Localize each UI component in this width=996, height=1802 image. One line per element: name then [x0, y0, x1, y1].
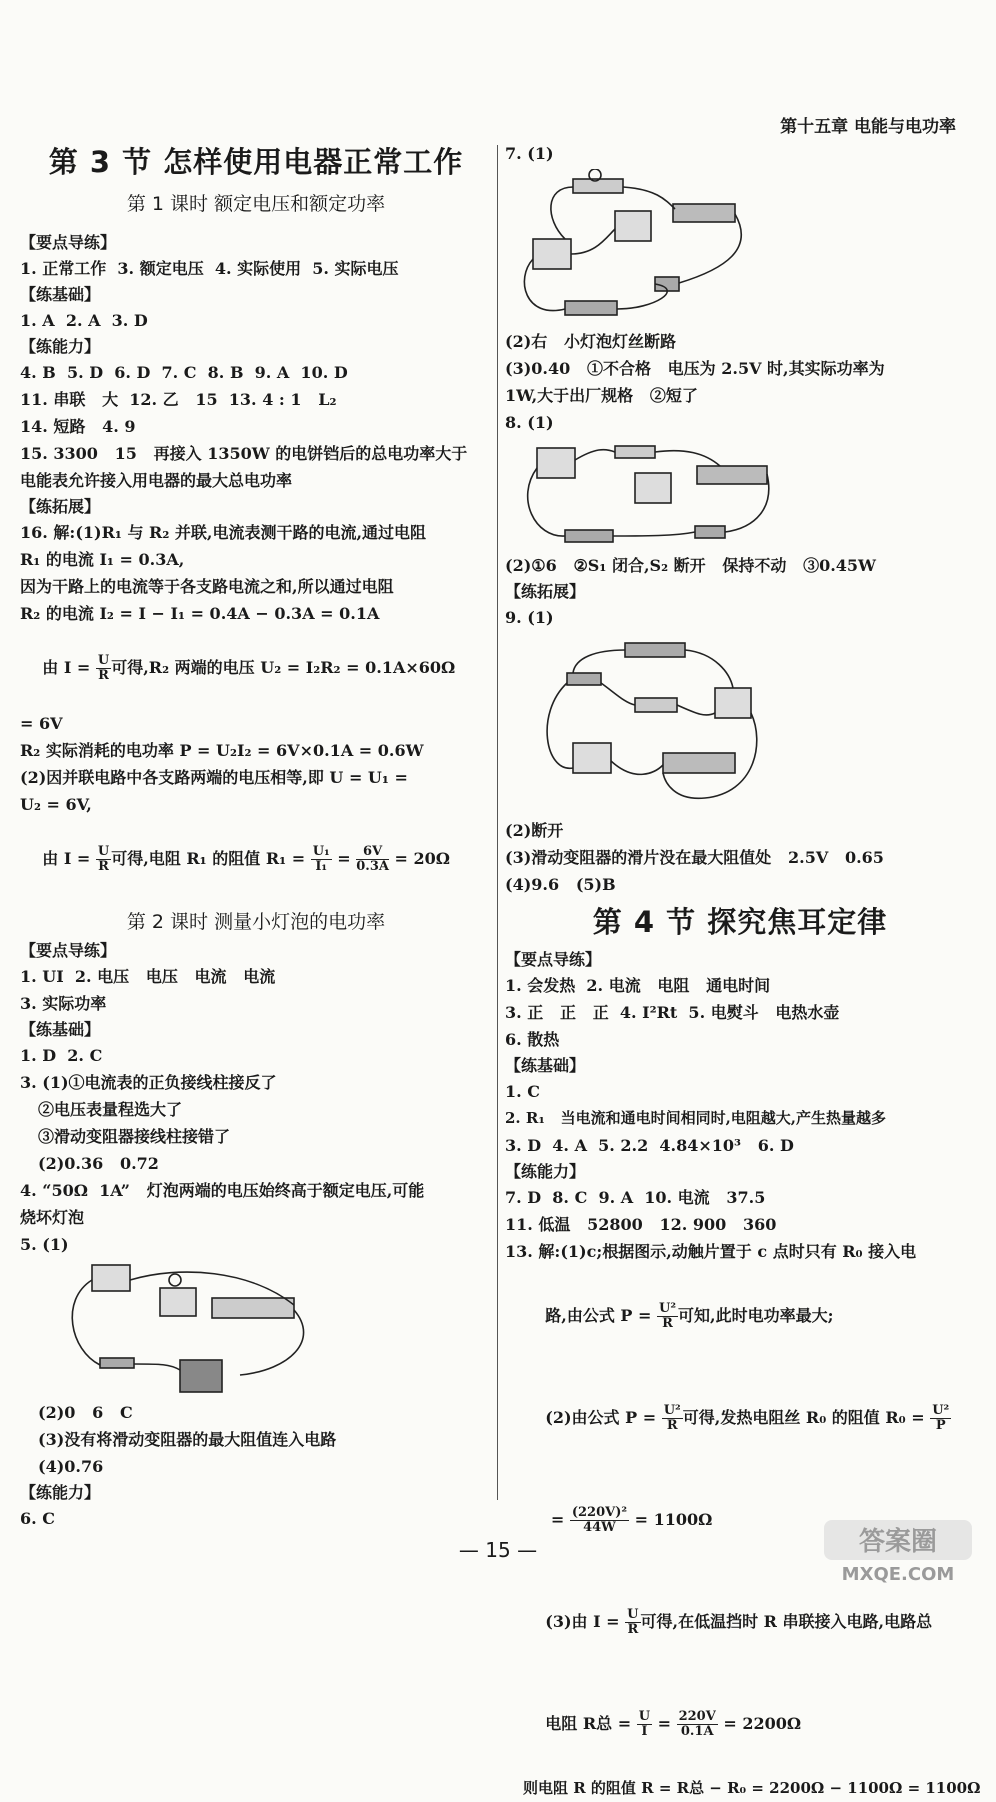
- fraction: [637, 1710, 652, 1739]
- answer-line: (2)0.36 0.72: [38, 1154, 159, 1173]
- answer-line: 3. (1)①电流表的正负接线柱接反了: [20, 1073, 277, 1092]
- svg-text:MXQE.COM: MXQE.COM: [841, 1564, 955, 1585]
- heading: 【要点导练】: [20, 941, 117, 960]
- circuit-diagram-5: [20, 1260, 492, 1395]
- fraction: [625, 1608, 640, 1637]
- formula-line: [505, 1571, 975, 1673]
- answer-line: 2. R₁ 当电流和通电时间相同时,电阻越大,产生热量越多: [505, 1109, 887, 1127]
- text: =: [545, 1510, 570, 1529]
- heading: 【练拓展】: [20, 497, 101, 516]
- fraction: [677, 1710, 718, 1739]
- text: (2)由公式 P =: [545, 1408, 662, 1427]
- answer-line: 15. 3300 15 再接入 1350W 的电饼铛后的总电功率大于: [20, 444, 468, 463]
- answer-line: 1. A 2. A 3. D: [20, 311, 148, 330]
- answer-line: 13. 解:(1)c;根据图示,动触片置于 c 点时只有 R₀ 接入电: [505, 1242, 917, 1261]
- numerator: U²: [932, 1403, 950, 1418]
- denominator: 0.3A: [356, 859, 389, 874]
- heading: 【练基础】: [505, 1056, 586, 1075]
- answer-line: (2)0 6 C: [38, 1403, 133, 1422]
- answer-line: (3)没有将滑动变阻器的最大阻值连入电路: [38, 1430, 337, 1449]
- fraction: [356, 845, 389, 874]
- answer-line: (2)①6 ②S₁ 闭合,S₂ 断开 保持不动 ③0.45W: [505, 556, 877, 575]
- answer-line: 4. “50Ω 1A” 灯泡两端的电压始终高于额定电压,可能: [20, 1181, 425, 1200]
- watermark-logo: [818, 1516, 978, 1586]
- answer-line: 3. 正 正 正 4. I²Rt 5. 电熨斗 电热水壶: [505, 1003, 840, 1022]
- answer-line: 6. 散热: [505, 1030, 560, 1049]
- numerator: U²: [663, 1403, 681, 1418]
- answer-line: 烧坏灯泡: [20, 1208, 85, 1227]
- fraction: [96, 845, 111, 874]
- fraction: [662, 1404, 683, 1433]
- answer-line: 1W,大于出厂规格 ②短了: [505, 386, 698, 405]
- answer-line: R₁ 的电流 I₁ = 0.3A,: [20, 550, 185, 569]
- answer-line: (4)0.76: [38, 1457, 104, 1476]
- answer-line: 电能表允许接入用电器的最大总电功率: [20, 471, 293, 490]
- denominator: 0.1A: [680, 1724, 714, 1739]
- heading: 【要点导练】: [505, 950, 602, 969]
- heading: 【练基础】: [20, 285, 101, 304]
- section-title: 第 3 节 怎样使用电器正常工作: [48, 145, 464, 179]
- text: 由 I =: [42, 849, 96, 868]
- answer-line: 1. D 2. C: [20, 1046, 103, 1065]
- denominator: R: [98, 668, 109, 683]
- answer-line: 14. 短路 4. 9: [20, 417, 136, 436]
- answer-line: (2)右 小灯泡灯丝断路: [505, 332, 676, 351]
- heading: 【要点导练】: [20, 233, 117, 252]
- formula-line: [20, 818, 492, 901]
- fraction: [96, 654, 111, 683]
- section-title: 第 4 节 探究焦耳定律: [592, 905, 888, 939]
- numerator: U²: [659, 1301, 677, 1316]
- lesson-title: 第 2 课时 测量小灯泡的电功率: [126, 911, 386, 933]
- circuit-diagram-9: [505, 633, 975, 813]
- text: =: [652, 1714, 677, 1733]
- denominator: P: [935, 1418, 946, 1433]
- text: =: [331, 849, 357, 868]
- denominator: I₁: [315, 859, 328, 874]
- text: = 2200Ω: [717, 1714, 802, 1733]
- answer-line: 3. 实际功率: [20, 994, 107, 1013]
- text: = 1100Ω: [629, 1510, 713, 1529]
- text: 可得,电阻 R₁ 的阻值 R₁ =: [111, 849, 311, 868]
- answer-line: 9. (1): [505, 608, 554, 627]
- formula-line: [505, 1265, 975, 1367]
- text: 可得,发热电阻丝 R₀ 的阻值 R₀ =: [682, 1408, 931, 1427]
- answer-line: (2)断开: [505, 821, 564, 840]
- answer-line: 6. C: [20, 1509, 56, 1528]
- text: 由 I =: [42, 658, 96, 677]
- answer-line: 则电阻 R 的阻值 R = R总 − R₀ = 2200Ω − 1100Ω = 1100Ω: [523, 1779, 981, 1797]
- numerator: 220V: [678, 1709, 716, 1724]
- answer-line: 3. D 4. A 5. 2.2 4.84×10³ 6. D: [505, 1136, 794, 1155]
- answer-line: U₂ = 6V,: [20, 795, 92, 814]
- answer-line: 4. B 5. D 6. D 7. C 8. B 9. A 10. D: [20, 363, 348, 382]
- text: 可得,R₂ 两端的电压 U₂ = I₂R₂ = 0.1A×60Ω: [111, 658, 456, 677]
- answer-line: 11. 串联 大 12. 乙 15 13. 4 : 1 L₂: [20, 390, 337, 409]
- numerator: U: [97, 653, 110, 668]
- numerator: (220V)²: [571, 1505, 628, 1520]
- numerator: U₁: [312, 844, 330, 859]
- text: 可知,此时电功率最大;: [678, 1306, 834, 1325]
- answer-line: 1. 正常工作 3. 额定电压 4. 实际使用 5. 实际电压: [20, 259, 399, 278]
- answer-line: R₂ 的电流 I₂ = I − I₁ = 0.4A − 0.3A = 0.1A: [20, 604, 380, 623]
- text: = 20Ω: [388, 849, 451, 868]
- text: 电阻 R总 =: [545, 1714, 637, 1733]
- page-number: — 15 —: [458, 1538, 538, 1562]
- circuit-diagram-8: [505, 438, 975, 548]
- denominator: R: [98, 859, 109, 874]
- fraction: [657, 1302, 678, 1331]
- formula-line: [20, 627, 492, 710]
- denominator: I: [641, 1724, 648, 1739]
- numerator: U: [627, 1607, 639, 1622]
- denominator: R: [627, 1622, 639, 1637]
- heading: 【练拓展】: [505, 582, 586, 601]
- answer-line: 1. C: [505, 1082, 541, 1101]
- answer-line: 7. D 8. C 9. A 10. 电流 37.5: [505, 1188, 766, 1207]
- chapter-header: 第十五章 电能与电功率: [780, 117, 956, 137]
- column-divider: [497, 145, 498, 1500]
- answer-line: 8. (1): [505, 413, 554, 432]
- fraction: [930, 1404, 951, 1433]
- answer-line: 1. 会发热 2. 电流 电阻 通电时间: [505, 976, 771, 995]
- answer-line: ②电压表量程选大了: [38, 1100, 183, 1119]
- numerator: U: [97, 844, 110, 859]
- heading: 【练能力】: [20, 1483, 101, 1502]
- text: 可得,在低温挡时 R 串联接入电路,电路总: [640, 1612, 933, 1631]
- left-column: [20, 140, 492, 1532]
- answer-line: (4)9.6 (5)B: [505, 875, 616, 894]
- heading: 【练基础】: [20, 1020, 101, 1039]
- circuit-diagram-7: [505, 169, 975, 324]
- numerator: 6V: [356, 845, 389, 860]
- svg-text:答案圈: 答案圈: [858, 1527, 938, 1557]
- denominator: R: [662, 1316, 673, 1331]
- formula-line: [505, 1673, 975, 1775]
- lesson-title: 第 1 课时 额定电压和额定功率: [126, 193, 386, 215]
- text: 路,由公式 P =: [545, 1306, 658, 1325]
- answer-line: ③滑动变阻器接线柱接错了: [38, 1127, 231, 1146]
- answer-line: (2)因并联电路中各支路两端的电压相等,即 U = U₁ =: [20, 768, 408, 787]
- answer-line: 16. 解:(1)R₁ 与 R₂ 并联,电流表测干路的电流,通过电阻: [20, 523, 427, 542]
- answer-line: = 6V: [20, 714, 63, 733]
- fraction: [570, 1506, 629, 1535]
- heading: 【练能力】: [20, 337, 101, 356]
- answer-line: (3)0.40 ①不合格 电压为 2.5V 时,其实际功率为: [505, 359, 885, 378]
- denominator: 44W: [583, 1520, 616, 1535]
- answer-line: 7. (1): [505, 144, 554, 163]
- heading: 【练能力】: [505, 1162, 586, 1181]
- answer-line: 因为干路上的电流等于各支路电流之和,所以通过电阻: [20, 577, 394, 596]
- formula-line: [505, 1367, 975, 1469]
- numerator: U: [638, 1709, 651, 1724]
- answer-line: (3)滑动变阻器的滑片没在最大阻值处 2.5V 0.65: [505, 848, 884, 867]
- answer-line: 1. UI 2. 电压 电压 电流 电流: [20, 967, 276, 986]
- answer-line: 5. (1): [20, 1235, 69, 1254]
- answer-line: 11. 低温 52800 12. 900 360: [505, 1215, 777, 1234]
- fraction: [311, 845, 332, 874]
- answer-line: R₂ 实际消耗的电功率 P = U₂I₂ = 6V×0.1A = 0.6W: [20, 741, 424, 760]
- text: (3)由 I =: [545, 1612, 626, 1631]
- denominator: R: [666, 1418, 678, 1433]
